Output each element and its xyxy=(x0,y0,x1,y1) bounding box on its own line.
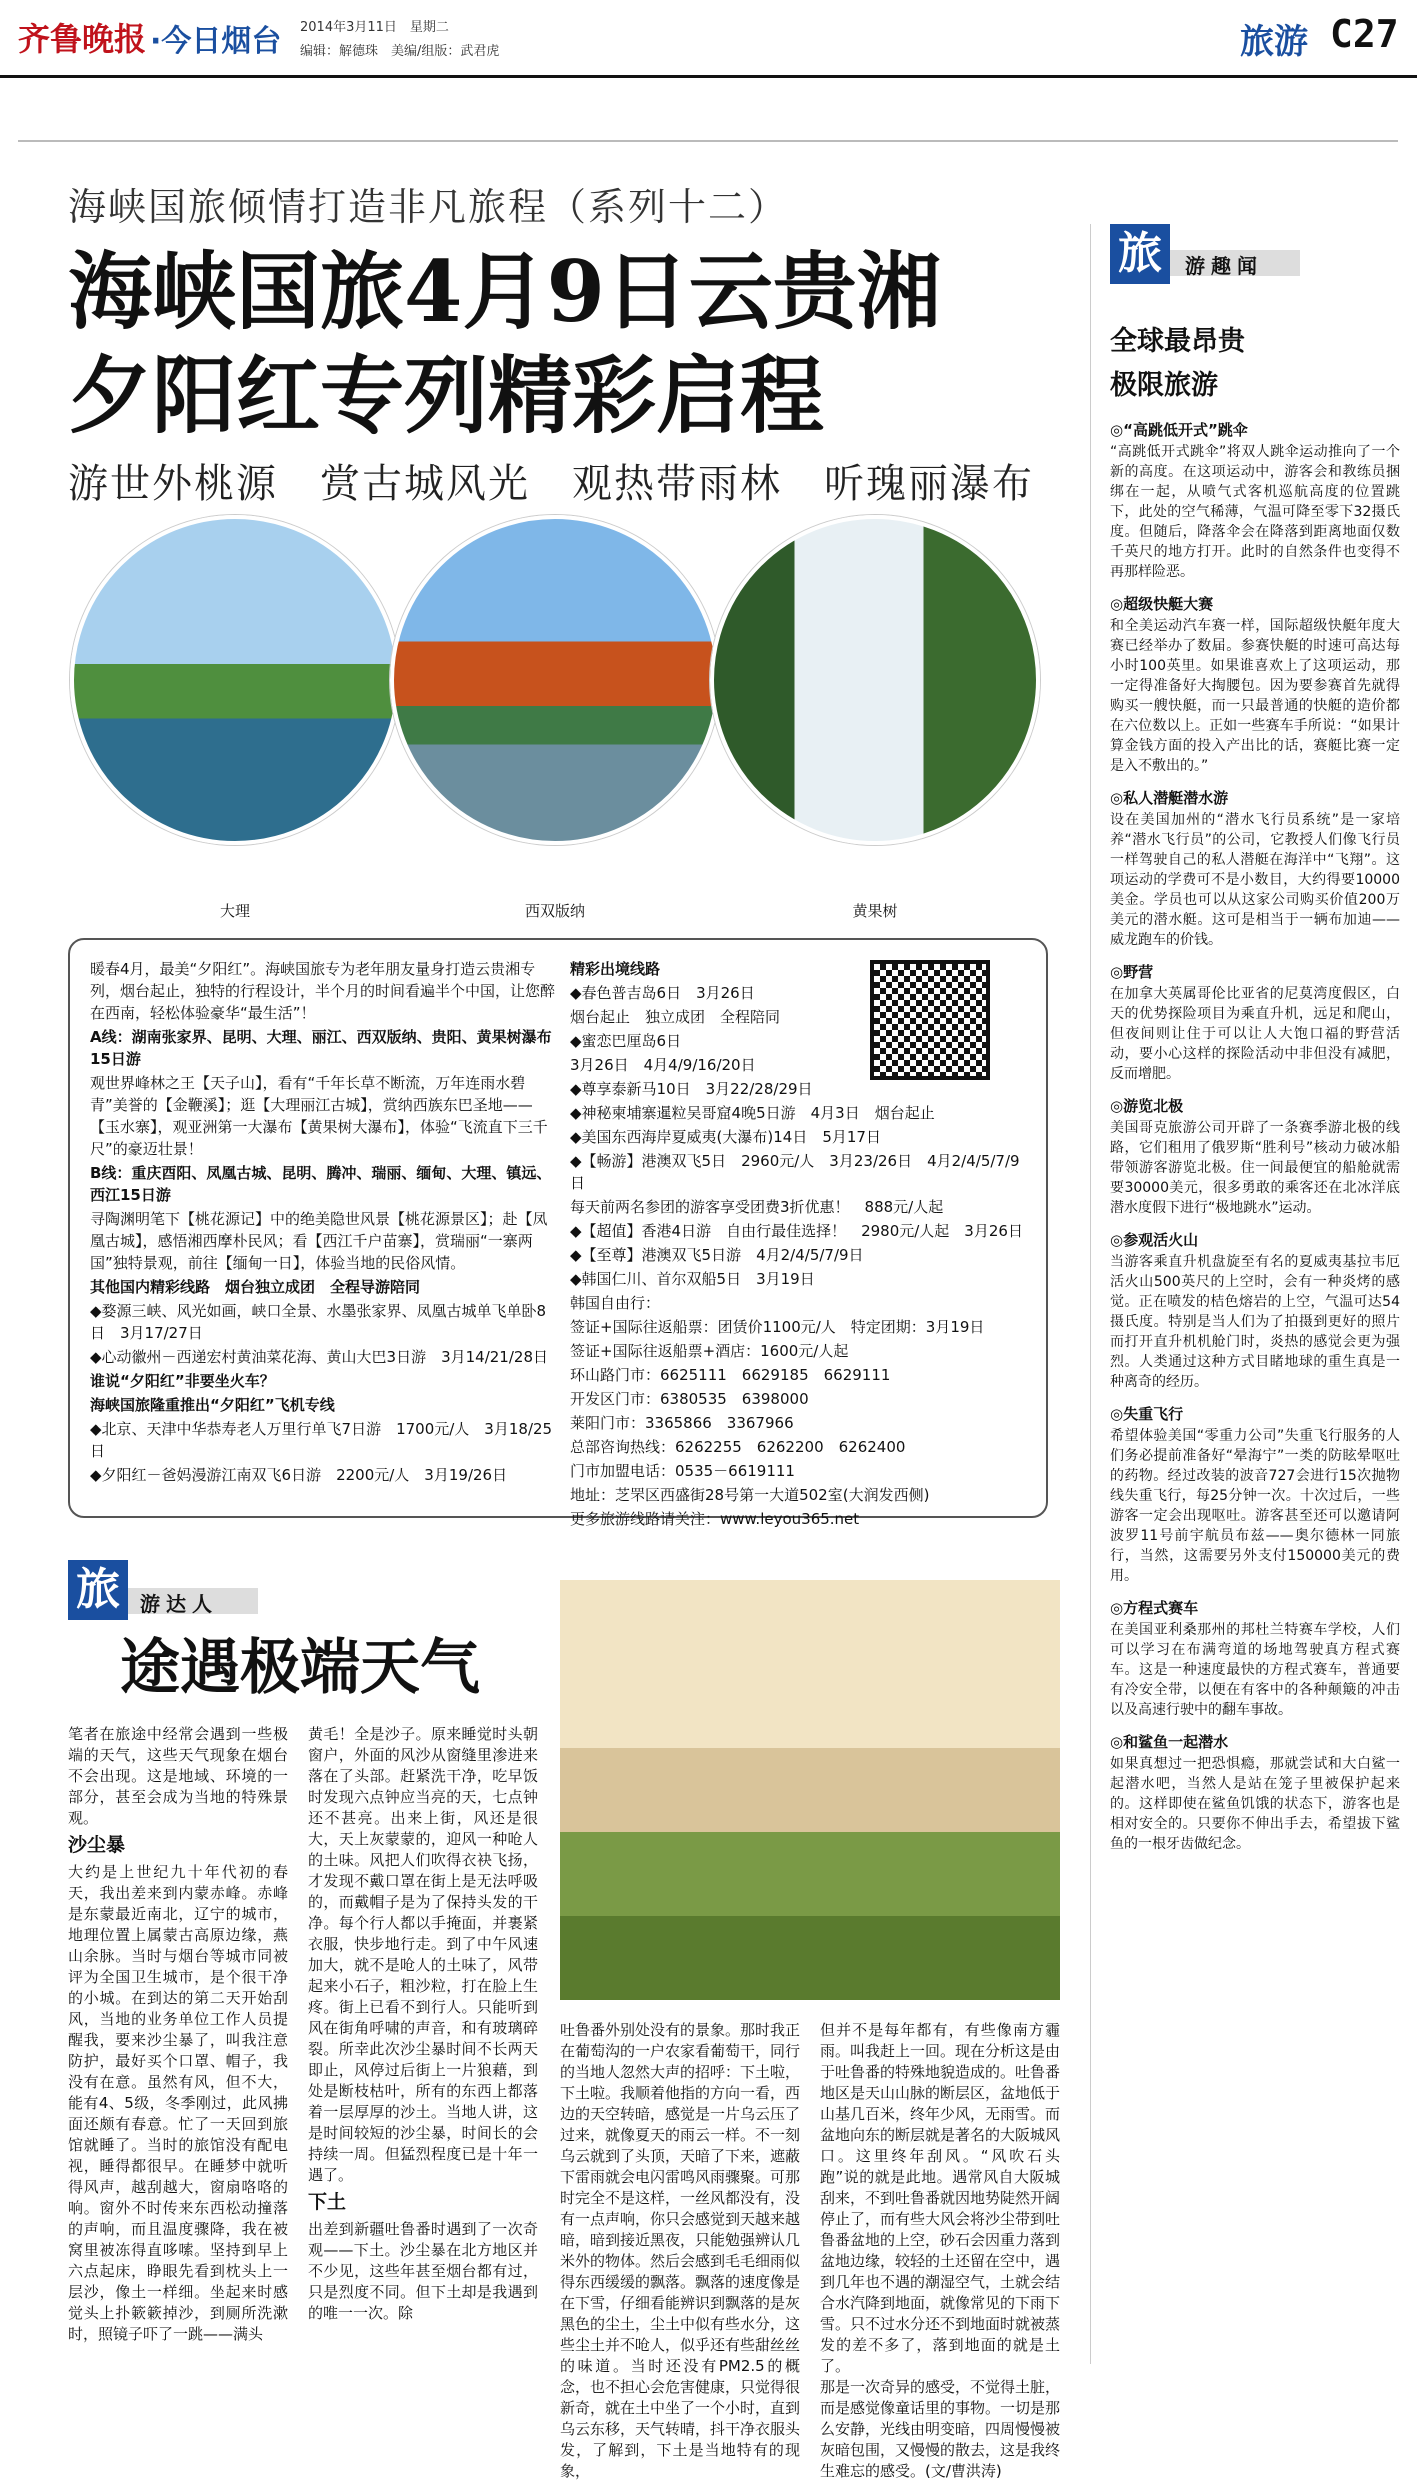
photo-caption: 黄果树 xyxy=(852,902,898,920)
route-a-text: 观世界峰林之王【天子山】，看有“千年长草不断流，万年连雨水碧青”美誉的【金鞭溪】；逛【大理丽江古城】，赏纳西族东巴圣地——【玉水寨】，观亚洲第一大瀑布【黄果树大瀑布】，体验“飞流直下三千尺”的豪迈壮景！ xyxy=(90,1074,548,1158)
contact-line: 门市加盟电话：0535－6619111 xyxy=(570,1462,795,1480)
subheading: 下土 xyxy=(308,2191,347,2213)
section-name: 旅游 xyxy=(1240,22,1308,62)
website-line: 更多旅游线路请关注：www.leyou365.net xyxy=(570,1510,860,1528)
item-head: ◎和鲨鱼一起潜水 xyxy=(1110,1733,1229,1751)
item-text: 美国哥克旅游公司开辟了一条赛季游北极的线路，它们租用了俄罗斯“胜利号”核动力破冰船带领游客游览北极。住一间最便宜的船舱就需要30000美元，很多勇敢的乘客还在北冰洋底潜水度假下进行“极地跳水”运动。 xyxy=(1110,1120,1400,1216)
domestic-routes xyxy=(90,958,560,1488)
sidebar-item xyxy=(1110,1732,1400,1854)
route-item: ◆【超值】香港4日游 自由行最佳选择！ 2980元/人起 3月26日 xyxy=(570,1222,1023,1240)
photo-strip xyxy=(70,515,1050,935)
route-item: 每天前两名参团的游客享受团费3折优惠！ 888元/人起 xyxy=(570,1198,944,1216)
article-column-3 xyxy=(560,2020,800,2482)
item-text: 在美国亚利桑那州的邦杜兰特赛车学校，人们可以学习在布满弯道的场地驾驶真方程式赛车。这是一种速度最快的方程式赛车，普通要有冷安全带，以便在有客中的各种颠簸的冲击以及高速行驶中的翻车事故。 xyxy=(1110,1622,1400,1718)
article-column-4 xyxy=(820,2020,1060,2482)
article-subhead: 游世外桃源 赏古城风光 观热带雨林 听瑰丽瀑布 xyxy=(68,461,1034,507)
route-item: 烟台起止 独立成团 全程陪同 xyxy=(570,1008,781,1026)
route-item: ◆蜜恋巴厘岛6日 xyxy=(570,1032,682,1050)
sidebar-tag-label: 游趣闻 xyxy=(1185,254,1263,278)
sidebar-item xyxy=(1110,1598,1400,1720)
paragraph: 黄毛！全是沙子。原来睡觉时头朝窗户，外面的风沙从窗缝里渗进来落在了头部。赶紧洗干净，吃早饭时发现六点钟应当亮的天，七点钟还不甚亮。出来上街，风还是很大，天上灰蒙蒙的，迎风一种呛人的土味。风把人们吹得衣袂飞扬，才发现不戴口罩在街上是无法呼吸的，而戴帽子是为了保持头发的干净。每个行人都以手掩面，并裹紧衣服，快步地行走。到了中午风速加大，就不是呛人的土味了，风带起来小石子，粗沙粒，打在脸上生疼。街上已看不到行人。只能听到风在街角呼啸的声音，和有玻璃碎裂。所幸此次沙尘暴时间不长两天即止，风停过后街上一片狼藉，到处是断枝枯叶，所有的东西上都落着一层厚厚的沙土。当地人讲，这是时间较短的沙尘暴，时间长的会持续一周。但猛烈程度已是十年一遇了。 xyxy=(308,1725,538,2184)
dali-photo xyxy=(70,515,400,845)
route-item: 签证+国际往返船票：团赁价1100元/人 特定团期：3月19日 xyxy=(570,1318,985,1336)
sidebar-tag-icon: 旅 xyxy=(1110,224,1170,284)
address-line: 地址：芝罘区西盛街28号第一大道502室(大润发西侧) xyxy=(570,1486,930,1504)
route-item: ◆心动徽州－西递宏村黄油菜花海、黄山大巴3日游 3月14/21/28日 xyxy=(90,1348,548,1366)
page-number: C27 xyxy=(1330,12,1399,56)
contact-line: 开发区门市：6380535 6398000 xyxy=(570,1390,809,1408)
sidebar xyxy=(1110,320,1400,1866)
sidebar-item xyxy=(1110,788,1400,950)
paragraph: 但并不是每年都有，有些像南方霾雨。叫我赶上一回。现在分析这是由于吐鲁番的特殊地貌造成的。吐鲁番地区是天山山脉的断层区，盆地低于山基几百米，终年少风，无雨雪。而盆地向东的断层就是著名的大阪城风口。这里终年刮风。“风吹石头跑”说的就是此地。遇常风自大阪城刮来，不到吐鲁番就因地势陡然开阔停止了，而有些大风会将沙尘带到吐鲁番盆地的上空，砂石会因重力落到盆地边缘，较轻的土还留在空中，遇到几年也不遇的潮湿空气，土就会结合水汽降到地面，就像常见的下雨下雪。只不过水分还不到地面时就被蒸发的差不多了，落到地面的就是土了。 xyxy=(820,2021,1061,2375)
route-b-title: B线：重庆酉阳、凤凰古城、昆明、腾冲、瑞丽、缅甸、大理、镇远、西江15日游 xyxy=(90,1164,552,1204)
flight-subtitle: 海峡国旅隆重推出“夕阳红”飞机专线 xyxy=(90,1396,335,1414)
item-text: 和全美运动汽车赛一样，国际超级快艇年度大赛已经举办了数届。参赛快艇的时速可高达每小时100英里。如果谁喜欢上了这项运动，那一定得准备好大掏腰包。因为要参赛首先就得购买一艘快艇，而一只最普通的快艇的造价都在六位数以上。正如一些赛车手所说：“如果计算金钱方面的投入产出比的话，赛艇比赛一定是入不敷出的。” xyxy=(1110,618,1400,774)
masthead xyxy=(0,0,1417,78)
article-title: 途遇极端天气 xyxy=(120,1633,480,1703)
sidebar-item xyxy=(1110,1230,1400,1392)
paragraph: 吐鲁番外别处没有的景象。那时我正在葡萄沟的一户农家看葡萄干，同行的当地人忽然大声的招呼：下土啦，下土啦。我顺着他指的方向一看，西边的天空转暗，感觉是一片乌云压了过来，就像夏天的雨云一样。不一刻乌云就到了头顶，天暗了下来，遮蔽下雷雨就会电闪雷鸣风雨骤聚。可那时完全不是这样，一丝风都没有，没有一点声响，你只会感觉到天越来越暗，暗到接近黑夜，只能勉强辨认几米外的物体。然后会感到毛毛细雨似得东西缓缓的飘落。飘落的速度像是在下雪，仔细看能辨识到飘落的是灰黑色的尘土，尘土中似有些水分，这些尘土并不呛人，似乎还有些甜丝丝的味道。当时还没有PM2.5的概念，也不担心会危害健康，只觉得很新奇，就在土中坐了一个小时，直到乌云东移，天气转晴，抖干净衣服头发，了解到，下土是当地特有的现象， xyxy=(560,2021,801,2480)
tour-info-box xyxy=(68,938,1048,1528)
sidebar-title-1: 全球最昂贵 xyxy=(1110,326,1245,357)
headline-line-1: 海峡国旅4月9日云贵湘 xyxy=(68,242,941,341)
newspaper-logo: 齐鲁晚报 xyxy=(18,20,147,58)
item-head: ◎游览北极 xyxy=(1110,1097,1184,1115)
intro-text: 暖春4月，最美“夕阳红”。海峡国旅专为老年朋友量身打造云贵湘专列，烟台起止，独特的行程设计，半个月的时间看遍半个中国，让您醉在西南，轻松体验豪华“最生活”！ xyxy=(90,960,556,1022)
article-column-2 xyxy=(308,1724,538,2324)
route-item: 3月26日 4月4/9/16/20日 xyxy=(570,1056,756,1074)
item-head: ◎参观活火山 xyxy=(1110,1231,1199,1249)
route-item: ◆神秘柬埔寨暹粒吴哥窟4晚5日游 4月3日 烟台起止 xyxy=(570,1104,935,1122)
route-item: ◆【畅游】港澳双飞5日 2960元/人 3月23/26日 4月2/4/5/7/9日 xyxy=(570,1152,1020,1192)
sidebar-item xyxy=(1110,594,1400,776)
item-text: “高跳低开式跳伞”将双人跳伞运动推向了一个新的高度。在这项运动中，游客会和教练员捆绑在一起，从喷气式客机巡航高度的位置跳下，此处的空气稀薄，气温可降至零下32摄氏度。但随后，降落伞会在降落到距离地面仅数千英尺的地方打开。此时的自然条件也变得不再那样险恶。 xyxy=(1110,444,1400,580)
flight-title: 谁说“夕阳红”非要坐火车？ xyxy=(90,1372,275,1390)
xishuangbanna-photo xyxy=(390,515,720,845)
edition-name: ·今日烟台 xyxy=(150,24,282,59)
hikers-photo xyxy=(560,1580,1060,2000)
sidebar-item xyxy=(1110,420,1400,582)
contact-line: 环山路门市：6625111 6629185 6629111 xyxy=(570,1366,891,1384)
route-item: ◆春色普吉岛6日 3月26日 xyxy=(570,984,755,1002)
subheading: 沙尘暴 xyxy=(68,1834,126,1856)
sidebar-item xyxy=(1110,962,1400,1084)
column-divider xyxy=(1090,224,1091,2364)
item-head: ◎私人潜艇潜水游 xyxy=(1110,789,1229,807)
route-item: ◆北京、天津中华恭寿老人万里行单飞7日游 1700元/人 3月18/25日 xyxy=(90,1420,553,1460)
route-a-title: A线：湖南张家界、昆明、大理、丽江、西双版纳、贵阳、黄果树瀑布15日游 xyxy=(90,1028,552,1068)
item-text: 希望体验美国“零重力公司”失重飞行服务的人们务必提前准备好“晕海宁”一类的防眩晕呕吐的药物。经过改装的波音727会进行15次抛物线失重飞行，每25分钟一次。十次过后，一些游客一定会出现呕吐。游客甚至还可以邀请阿波罗11号前宇航员布兹——奥尔德林一同旅行，当然，这需要另外支付150000美元的费用。 xyxy=(1110,1428,1400,1584)
route-item: ◆尊享泰新马10日 3月22/28/29日 xyxy=(570,1080,813,1098)
editors-line: 编辑：解德珠 美编/组版：武君虎 xyxy=(300,44,500,59)
divider xyxy=(18,140,1398,142)
item-text: 如果真想过一把恐惧瘾，那就尝试和大白鲨一起潜水吧，当然人是站在笼子里被保护起来的。这样即使在鲨鱼饥饿的状态下，游客也是相对安全的。只要你不伸出手去，希望拔下鲨鱼的一根牙齿做纪念。 xyxy=(1110,1756,1400,1852)
item-text: 当游客乘直升机盘旋至有名的夏威夷基拉韦厄活火山500英尺的上空时，会有一种炎烤的感觉。正在喷发的桔色熔岩的上空，气温可达54摄氏度。特别是当人们为了拍摄到更好的照片而打开直升机机舱门时，炎热的感觉会更为强烈。人类通过这种方式目睹地球的重生真是一种离奇的经历。 xyxy=(1110,1254,1400,1390)
route-item: 签证+国际往返船票+酒店：1600元/人起 xyxy=(570,1342,849,1360)
item-head: ◎“高跳低开式”跳伞 xyxy=(1110,421,1248,439)
paragraph: 出差到新疆吐鲁番时遇到了一次奇观——下土。沙尘暴在北方地区并不少见，这些年甚至烟台都有过，只是烈度不同。但下土却是我遇到的唯一一次。除 xyxy=(308,2220,538,2322)
contact-line: 总部咨询热线：6262255 6262200 6262400 xyxy=(570,1438,906,1456)
route-b-text: 寻陶渊明笔下【桃花源记】中的绝美隐世风景【桃花源景区】；赴【凤凰古城】，感悟湘西摩朴民风；看【西江千户苗寨】，赏瑞丽“一寨两国”独特景观，前往【缅甸一日】，体验当地的民俗风情。 xyxy=(90,1210,548,1272)
route-item: ◆夕阳红－爸妈漫游江南双飞6日游 2200元/人 3月19/26日 xyxy=(90,1466,508,1484)
route-item: ◆【至尊】港澳双飞5日游 4月2/4/5/7/9日 xyxy=(570,1246,864,1264)
item-head: ◎野营 xyxy=(1110,963,1154,981)
photo-caption: 西双版纳 xyxy=(524,902,585,920)
huangguoshu-photo xyxy=(710,515,1040,845)
paragraph: 那是一次奇异的感受，不觉得土脏，而是感觉像童话里的事物。一切是那么安静，光线由明变暗，四周慢慢被灰暗包围，又慢慢的散去，这是我终生难忘的感受。(文/曹洪涛) xyxy=(820,2378,1061,2480)
article-kicker: 海峡国旅倾情打造非凡旅程（系列十二） xyxy=(68,185,789,229)
photo-caption: 大理 xyxy=(219,902,250,920)
item-head: ◎失重飞行 xyxy=(1110,1405,1184,1423)
issue-date: 2014年3月11日 星期二 xyxy=(300,20,449,35)
sidebar-title-2: 极限旅游 xyxy=(1110,370,1218,401)
qr-code xyxy=(870,960,990,1080)
paragraph: 笔者在旅途中经常会遇到一些极端的天气，这些天气现象在烟台不会出现。这是地域、环境的一部分，甚至会成为当地的特殊景观。 xyxy=(68,1725,288,1827)
item-text: 在加拿大英属哥伦比亚省的尼莫湾度假区，白天的优势探险项目为乘直升机，远足和爬山，但夜间则让住于可以让人大饱口福的野营活动，要小心这样的探险活动中非但没有减肥，反而增肥。 xyxy=(1110,986,1400,1082)
article-column-1 xyxy=(68,1724,288,2345)
route-item: 韩国自由行： xyxy=(570,1294,661,1312)
contact-line: 莱阳门市：3365866 3367966 xyxy=(570,1414,794,1432)
outbound-title: 精彩出境线路 xyxy=(570,960,661,978)
item-head: ◎超级快艇大赛 xyxy=(1110,595,1214,613)
article-headline xyxy=(68,240,1068,448)
item-text: 设在美国加州的“潜水飞行员系统”是一家培养“潜水飞行员”的公司，它教授人们像飞行员一样驾驶自己的私人潜艇在海洋中“飞翔”。这项运动的学费可不是小数目，大约得要10000美金。学员也可以从这家公司购买价值200万美元的潜水艇。这可是相当于一辆布加迪——威龙跑车的价钱。 xyxy=(1110,812,1400,948)
route-item: ◆韩国仁川、首尔双船5日 3月19日 xyxy=(570,1270,815,1288)
paragraph: 大约是上世纪九十年代初的春天，我出差来到内蒙赤峰。赤峰是东蒙最近南北，辽宁的城市，地理位置上属蒙古高原边缘，燕山余脉。当时与烟台等城市同被评为全国卫生城市，是个很干净的小城。在到达的第二天开始刮风，当地的业务单位工作人员提醒我，要来沙尘暴了，叫我注意防护，最好买个口罩、帽子，我没有在意。虽然有风，但不大，能有4、5级，冬季刚过，此风拂面还颇有春意。忙了一天回到旅馆就睡了。当时的旅馆没有配电视，睡得都很早。在睡梦中就听得风声，越刮越大，窗扇咯咯的响。窗外不时传来东西松动撞落的声响，而且温度骤降，我在被窝里被冻得直哆嗦。坚持到早上六点起床，睁眼先看到枕头上一层沙，像土一样细。坐起来时感觉头上扑簌簌掉沙，到厕所洗漱时，照镜子吓了一跳——满头 xyxy=(68,1863,288,2343)
route-item: ◆美国东西海岸夏威夷(大瀑布)14日 5月17日 xyxy=(570,1128,881,1146)
route-item: ◆婺源三峡、风光如画，峡口全景、水墨张家界、凤凰古城单飞单卧8日 3月17/27日 xyxy=(90,1302,547,1342)
sidebar-item xyxy=(1110,1096,1400,1218)
sidebar-item xyxy=(1110,1404,1400,1586)
other-routes-title: 其他国内精彩线路 烟台独立成团 全程导游陪同 xyxy=(90,1278,421,1296)
item-head: ◎方程式赛车 xyxy=(1110,1599,1199,1617)
section-tag-label: 游达人 xyxy=(140,1592,218,1616)
headline-line-2: 夕阳红专列精彩启程 xyxy=(68,346,825,445)
section-tag-icon: 旅 xyxy=(68,1560,128,1620)
